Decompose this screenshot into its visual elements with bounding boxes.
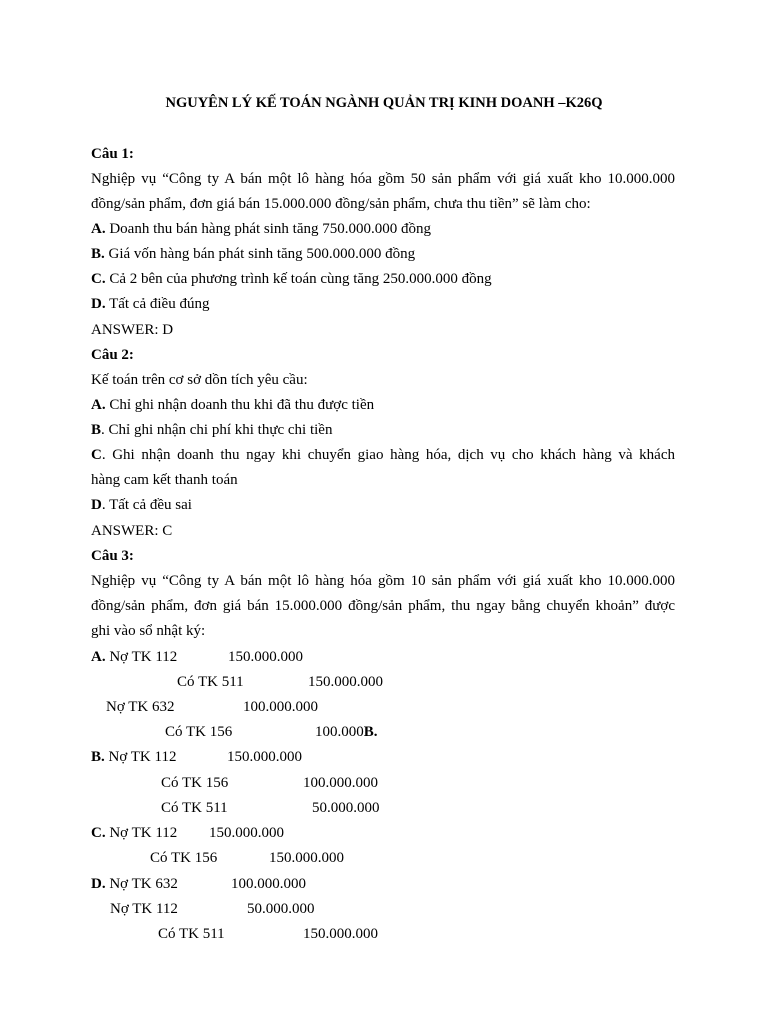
account-label: Có TK 156 <box>150 850 218 866</box>
question-1-heading: Câu 1: <box>91 146 134 162</box>
amount: 150.000.000 <box>308 674 383 690</box>
question-1-option-d <box>91 295 209 313</box>
amount-value: 100.000 <box>315 724 364 740</box>
amount: 150.000.000 <box>303 926 378 942</box>
question-1-option-c <box>91 270 492 288</box>
option-a-entry <box>91 648 177 666</box>
document-title: NGUYÊN LÝ KẾ TOÁN NGÀNH QUẢN TRỊ KINH DOANH –K26Q <box>165 95 603 111</box>
question-3-heading: Câu 3: <box>91 548 134 564</box>
amount <box>315 723 378 741</box>
question-2-option-c-continued: hàng cam kết thanh toán <box>91 472 238 488</box>
option-letter: D. <box>91 296 106 312</box>
question-1-answer: ANSWER: D <box>91 322 174 338</box>
account-label: Nợ TK 112 <box>104 749 177 765</box>
amount: 50.000.000 <box>247 901 315 917</box>
account-label: Có TK 156 <box>165 724 233 740</box>
account-label: Nợ TK 112 <box>110 901 178 917</box>
option-text: . Ghi nhận doanh thu ngay khi chuyển giao hàng hóa, dịch vụ cho khách hàng và khách <box>101 447 675 463</box>
option-letter: D. <box>91 876 106 892</box>
stray-letter: B. <box>363 724 378 740</box>
question-1-option-a <box>91 220 431 238</box>
amount: 150.000.000 <box>269 850 344 866</box>
option-c-entry <box>91 824 177 842</box>
option-letter: C. <box>91 271 106 287</box>
account-label: Có TK 511 <box>177 674 244 690</box>
account-label: Nợ TK 112 <box>105 825 178 841</box>
question-2-option-d <box>91 496 192 514</box>
option-text: Cả 2 bên của phương trình kế toán cùng tăng 250.000.000 đồng <box>105 271 492 287</box>
option-text: Tất cả điều đúng <box>105 296 210 312</box>
question-2-answer: ANSWER: C <box>91 523 173 539</box>
question-2-option-a <box>91 396 374 414</box>
option-b-entry <box>91 748 176 766</box>
option-d-entry <box>91 875 178 893</box>
option-letter: A. <box>91 397 106 413</box>
option-letter: B <box>91 422 102 438</box>
option-letter: A. <box>91 649 106 665</box>
question-2-option-b <box>91 421 332 439</box>
account-label: Có TK 511 <box>158 926 225 942</box>
question-2-stem: Kế toán trên cơ sở dồn tích yêu cầu: <box>91 372 308 388</box>
account-label: Có TK 156 <box>161 775 229 791</box>
question-2-option-c <box>91 446 675 464</box>
question-3-stem-line: ghi vào sổ nhật ký: <box>91 623 206 639</box>
account-label: Có TK 511 <box>161 800 228 816</box>
option-letter: B. <box>91 749 105 765</box>
account-label: Nợ TK 632 <box>105 876 178 892</box>
question-1-stem-line: Nghiệp vụ “Công ty A bán một lô hàng hóa gồm 50 sản phẩm với giá xuất kho 10.000.000 <box>91 171 675 187</box>
option-letter: A. <box>91 221 106 237</box>
option-letter: C. <box>91 825 106 841</box>
option-text: Giá vốn hàng bán phát sinh tăng 500.000.000 đồng <box>104 246 416 262</box>
option-text: . Chỉ ghi nhận chi phí khi thực chi tiền <box>101 422 333 438</box>
amount: 100.000.000 <box>243 699 318 715</box>
question-2-heading: Câu 2: <box>91 347 134 363</box>
option-letter: B. <box>91 246 105 262</box>
amount: 150.000.000 <box>228 649 303 665</box>
question-3-stem-line: Nghiệp vụ “Công ty A bán một lô hàng hóa gồm 10 sản phẩm với giá xuất kho 10.000.000 <box>91 573 675 589</box>
account-label: Nợ TK 632 <box>106 699 175 715</box>
amount: 100.000.000 <box>303 775 378 791</box>
option-text: . Tất cả đều sai <box>101 497 192 513</box>
question-1-stem-line: đồng/sản phẩm, đơn giá bán 15.000.000 đồng/sản phẩm, chưa thu tiền” sẽ làm cho: <box>91 196 591 212</box>
amount: 50.000.000 <box>312 800 380 816</box>
amount: 150.000.000 <box>227 749 302 765</box>
question-3-stem-line: đồng/sản phẩm, đơn giá bán 15.000.000 đồng/sản phẩm, thu ngay bằng chuyển khoản” được <box>91 598 675 614</box>
option-letter: C <box>91 447 102 463</box>
account-label: Nợ TK 112 <box>105 649 178 665</box>
option-letter: D <box>91 497 102 513</box>
amount: 100.000.000 <box>231 876 306 892</box>
amount: 150.000.000 <box>209 825 284 841</box>
option-text: Doanh thu bán hàng phát sinh tăng 750.000.000 đồng <box>105 221 431 237</box>
question-1-option-b <box>91 245 415 263</box>
option-text: Chỉ ghi nhận doanh thu khi đã thu được tiền <box>105 397 375 413</box>
